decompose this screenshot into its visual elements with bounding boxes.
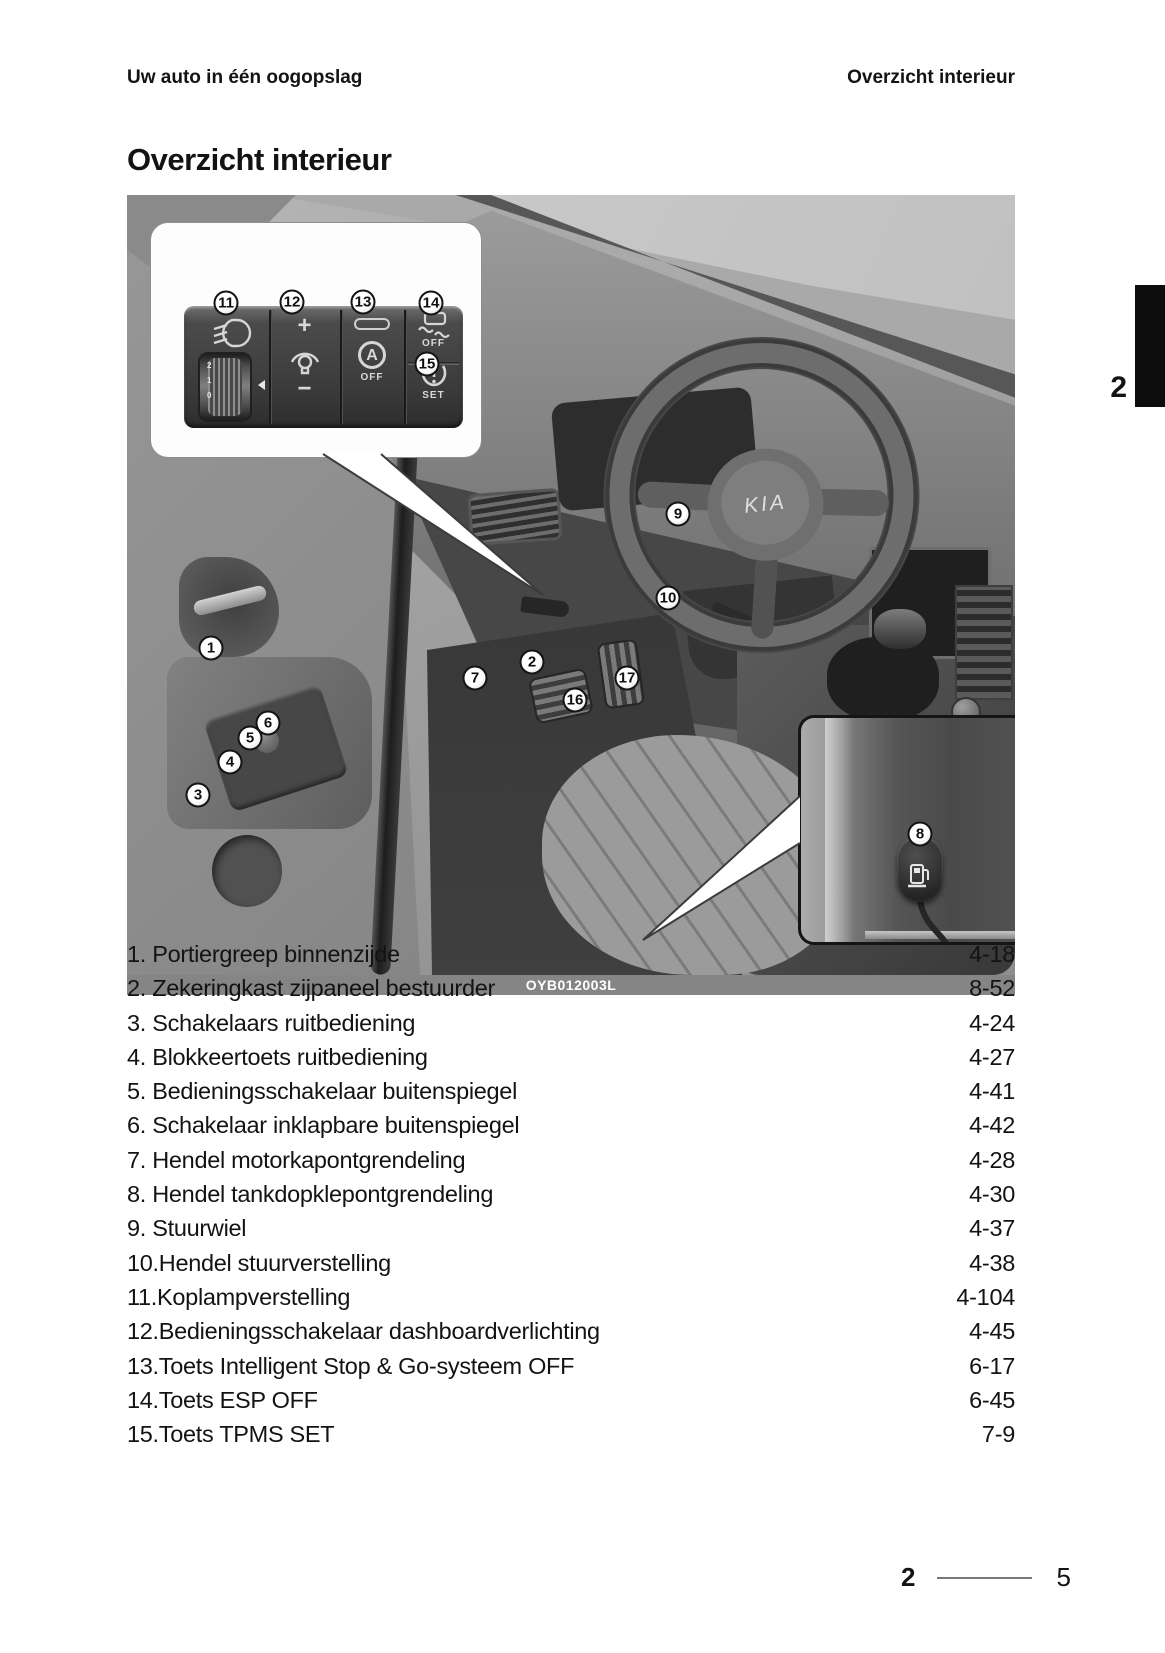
door-pull-cup — [212, 835, 282, 907]
isg-off-label: OFF — [360, 372, 384, 383]
footer-chapter-number: 2 — [901, 1562, 916, 1592]
callout-1: 1 — [199, 636, 224, 661]
legend-item-label: 10.Hendel stuurverstelling — [127, 1249, 391, 1276]
legend-item-page-ref: 4-24 — [969, 1009, 1015, 1036]
legend-item — [127, 1284, 1015, 1318]
callout-10: 10 — [656, 586, 681, 611]
interior-overview-figure — [127, 195, 1015, 995]
legend-item — [127, 1387, 1015, 1421]
tpms-set-label: SET — [422, 390, 445, 401]
legend-item-page-ref: 4-41 — [969, 1078, 1015, 1105]
illumination-cell[interactable] — [269, 306, 340, 428]
side-air-vent — [467, 488, 562, 546]
dial-marker — [258, 380, 265, 390]
page-title: Overzicht interieur — [127, 142, 392, 177]
legend-item — [127, 1078, 1015, 1112]
legend-item-label: 15.Toets TPMS SET — [127, 1421, 335, 1448]
callout-4: 4 — [218, 750, 243, 775]
footer-divider-line — [937, 1577, 1032, 1579]
legend-item — [127, 975, 1015, 1009]
legend-item-page-ref: 4-27 — [969, 1043, 1015, 1070]
fuel-door-inset — [798, 715, 1015, 945]
callout-8: 8 — [908, 822, 933, 847]
switch-panel-inset — [150, 222, 482, 458]
legend-item-label: 3. Schakelaars ruitbediening — [127, 1009, 416, 1036]
legend-item-label: 14.Toets ESP OFF — [127, 1386, 318, 1413]
auto-stop-icon: A — [358, 341, 386, 369]
figure-caption: OYB012003L — [127, 975, 1015, 995]
dial-number: 1 — [207, 376, 212, 385]
callout-11: 11 — [214, 291, 239, 316]
callout-17: 17 — [615, 666, 640, 691]
callout-16: 16 — [563, 688, 588, 713]
legend-item — [127, 1010, 1015, 1044]
legend-item-page-ref: 4-42 — [969, 1112, 1015, 1139]
dial-wheel — [208, 358, 242, 416]
chapter-tab — [1135, 285, 1165, 407]
callout-2: 2 — [520, 650, 545, 675]
legend-item-page-ref: 8-52 — [969, 975, 1015, 1002]
legend-item-label: 6. Schakelaar inklapbare buitenspiegel — [127, 1112, 520, 1139]
legend-item-label: 13.Toets Intelligent Stop & Go-systeem OFF — [127, 1352, 575, 1379]
legend-item-label: 7. Hendel motorkapontgrendeling — [127, 1146, 466, 1173]
footer-page-number: 5 — [1056, 1562, 1071, 1592]
callout-12: 12 — [280, 290, 305, 315]
page-footer — [901, 1562, 1071, 1593]
minus-label: − — [297, 375, 312, 402]
header-page-topic: Overzicht interieur — [847, 67, 1015, 88]
legend-item-label: 5. Bedieningsschakelaar buitenspiegel — [127, 1078, 517, 1105]
legend-item-label: 4. Blokkeertoets ruitbediening — [127, 1043, 428, 1070]
kia-logo: KIA — [742, 490, 788, 518]
legend-item-page-ref: 7-9 — [981, 1421, 1015, 1448]
legend-item-label: 8. Hendel tankdopklepontgrendeling — [127, 1181, 494, 1208]
callout-13: 13 — [351, 290, 376, 315]
legend-item-label: 12.Bedieningsschakelaar dashboardverlichting — [127, 1318, 600, 1345]
legend-item — [127, 1250, 1015, 1284]
legend-item — [127, 1215, 1015, 1249]
callout-6: 6 — [256, 711, 281, 736]
legend — [127, 941, 1015, 1455]
legend-item — [127, 1353, 1015, 1387]
callout-14: 14 — [419, 291, 444, 316]
dial-numbers — [207, 362, 211, 400]
callout-9: 9 — [666, 502, 691, 527]
brightness-icon — [286, 340, 324, 380]
plus-label: + — [297, 312, 312, 339]
chapter-tab-number: 2 — [1110, 371, 1127, 404]
legend-item-label: 2. Zekeringkast zijpaneel bestuurder — [127, 975, 496, 1002]
legend-item — [127, 1147, 1015, 1181]
callout-7: 7 — [463, 666, 488, 691]
legend-item-page-ref: 4-45 — [969, 1318, 1015, 1345]
dial-number: 0 — [207, 391, 212, 400]
steering-wheel — [597, 335, 927, 665]
legend-item-page-ref: 4-18 — [969, 941, 1015, 967]
legend-item — [127, 1044, 1015, 1078]
legend-item-page-ref: 4-28 — [969, 1146, 1015, 1173]
center-air-vent — [955, 585, 1013, 700]
legend-item-page-ref: 4-104 — [956, 1283, 1015, 1310]
legend-item-label: 11.Koplampverstelling — [127, 1283, 351, 1310]
legend-item — [127, 1318, 1015, 1352]
dial-number: 2 — [207, 361, 212, 370]
callout-3: 3 — [186, 783, 211, 808]
headlight-leveling-icon — [210, 316, 256, 350]
legend-item-page-ref: 6-45 — [969, 1386, 1015, 1413]
header-section-title: Uw auto in één oogopslag — [127, 67, 363, 88]
legend-item-page-ref: 6-17 — [969, 1352, 1015, 1379]
legend-item — [127, 1181, 1015, 1215]
isg-cell[interactable] — [340, 306, 404, 428]
esc-off-label: OFF — [422, 338, 445, 349]
fuel-pump-icon — [908, 862, 932, 890]
legend-item-label: 1. Portiergreep binnenzijde — [127, 941, 400, 967]
legend-item — [127, 941, 1015, 975]
legend-item-page-ref: 4-38 — [969, 1249, 1015, 1276]
legend-item-label: 9. Stuurwiel — [127, 1215, 247, 1242]
legend-item — [127, 1112, 1015, 1146]
legend-item — [127, 1421, 1015, 1455]
legend-item-page-ref: 4-37 — [969, 1215, 1015, 1242]
callout-15: 15 — [415, 352, 440, 377]
callout-5: 5 — [238, 726, 263, 751]
indicator-slot — [354, 318, 390, 330]
legend-item-page-ref: 4-30 — [969, 1181, 1015, 1208]
leveling-dial[interactable] — [198, 352, 252, 422]
